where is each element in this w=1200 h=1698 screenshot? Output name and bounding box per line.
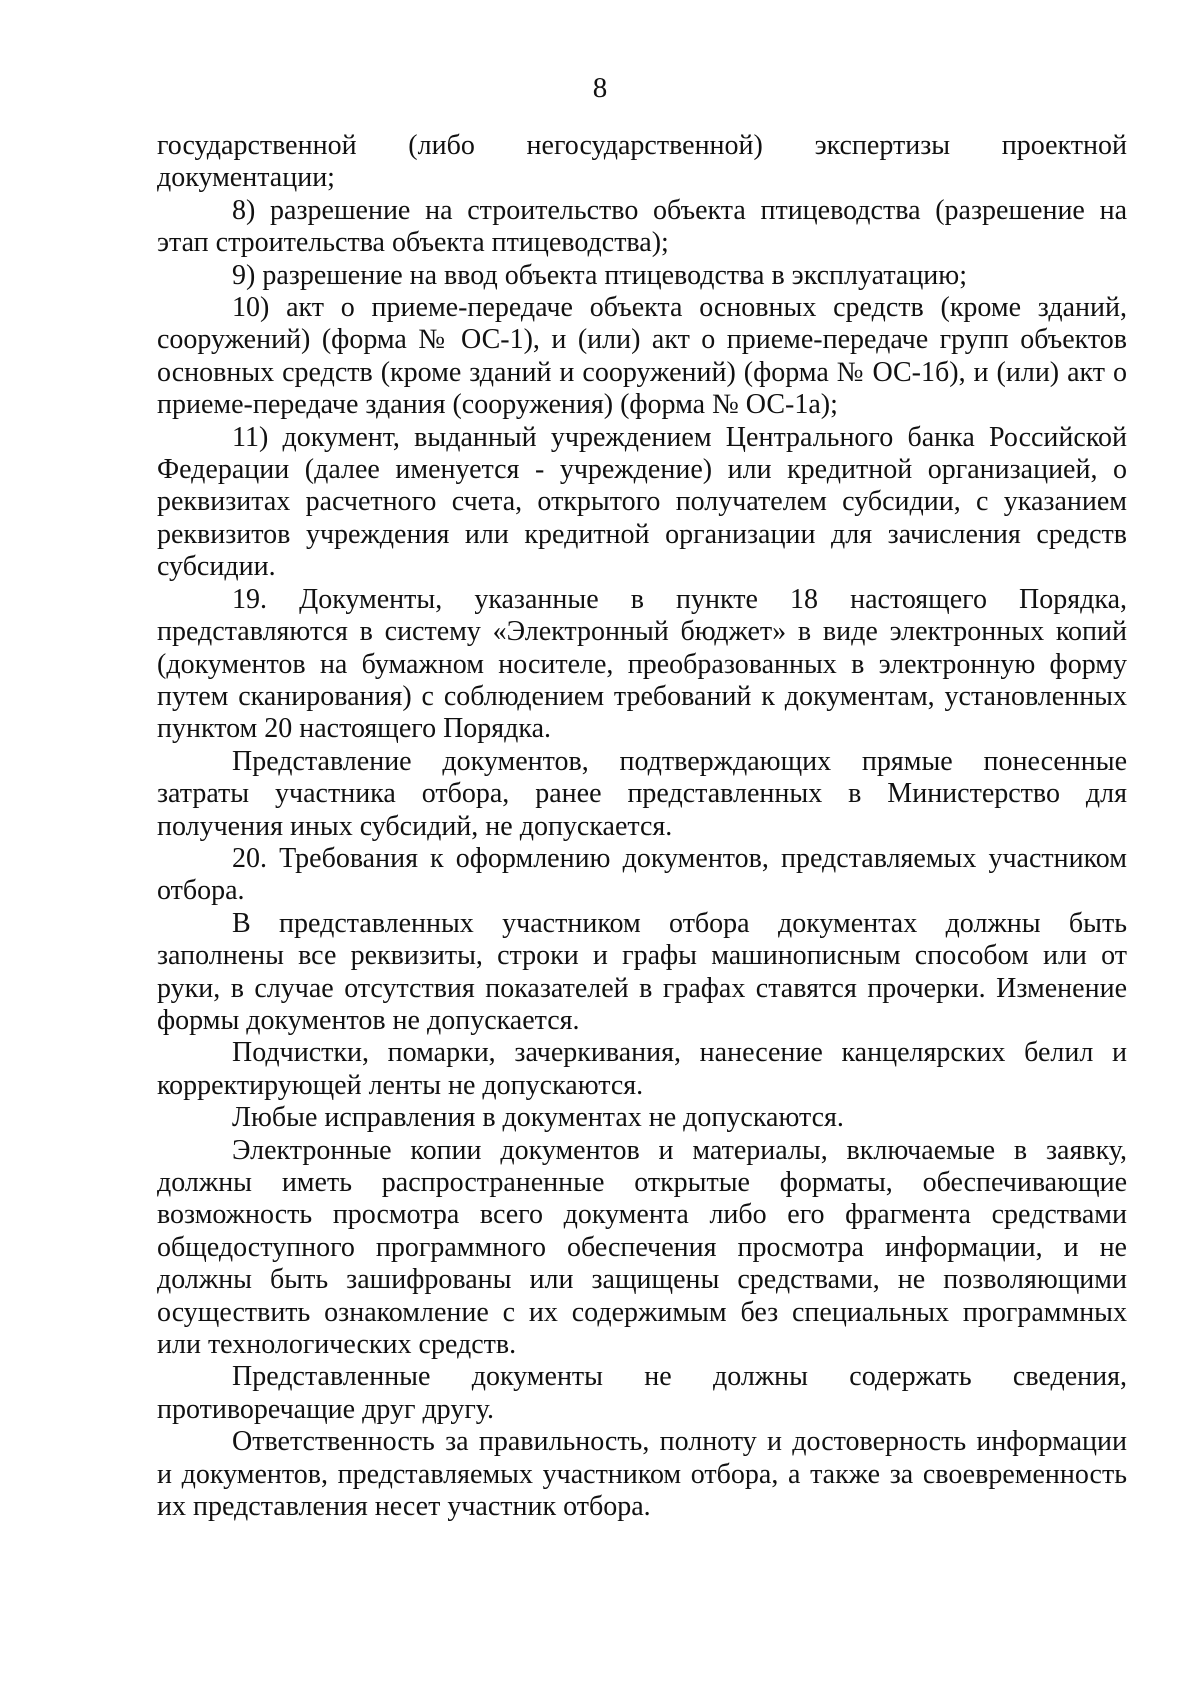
paragraph-prohibition-other-subsidies: Представление документов, подтверждающих прямые понесенные затраты участника отбора, ранее представленных в Министерство для получения иных субсидий, не допускается. [157, 745, 1127, 842]
paragraph-item-9: 9) разрешение на ввод объекта птицеводства в эксплуатацию; [232, 259, 967, 291]
paragraph-responsibility: Ответственность за правильность, полноту и достоверность информации и документов, представляемых участником отбора, а также за своевременность их представления несет участник отбора. [157, 1426, 1127, 1523]
paragraph-no-erasures: Подчистки, помарки, зачеркивания, нанесение канцелярских белил и корректирующей ленты не допускаются. [157, 1037, 1127, 1101]
paragraph-continuation: государственной (либо негосударственной) экспертизы проектной документации; [157, 130, 1127, 194]
paragraph-no-contradictions: Представленные документы не должны содержать сведения, противоречащие друг другу. [157, 1361, 1127, 1425]
paragraph-item-8: 8) разрешение на строительство объекта птицеводства (разрешение на этап строительства объекта птицеводства); [157, 194, 1127, 259]
paragraph-section-20: 20. Требования к оформлению документов, представляемых участником отбора. [157, 842, 1127, 907]
paragraph-electronic-formats: Электронные копии документов и материалы, включаемые в заявку, должны иметь распространенные открытые форматы, обеспечивающие возможность просмотра всего документа либо его фрагмента средствами общедоступного программного обеспечения просмотра информации, и не должны быть зашифрованы или защищены средствами, не позволяющими осуществить ознакомление с их содержимым без специальных программных или технологических средств. [157, 1134, 1127, 1361]
document-body [157, 130, 1127, 1523]
paragraph-item-11: 11) документ, выданный учреждением Центрального банка Российской Федерации (далее именуется - учреждение) или кредитной организацией, о реквизитах расчетного счета, открытого получателем субсидии, с указанием реквизитов учреждения или кредитной организации для зачисления средств субсидии. [157, 421, 1127, 583]
paragraph-filling-requirements: В представленных участником отбора документах должны быть заполнены все реквизиты, строки и графы машинописным способом или от руки, в случае отсутствия показателей в графах ставятся прочерки. Изменение формы документов не допускается. [157, 907, 1127, 1036]
paragraph-section-19: 19. Документы, указанные в пункте 18 настоящего Порядка, представляются в систему «Электронный бюджет» в виде электронных копий (документов на бумажном носителе, преобразованных в электронную форму путем сканирования) с соблюдением требований к документам, установленных пунктом 20 настоящего Порядка. [157, 583, 1127, 745]
paragraph-item-10: 10) акт о приеме-передаче объекта основных средств (кроме зданий, сооружений) (форма № ОС-1), и (или) акт о приеме-передаче групп объектов основных средств (кроме зданий и сооружений) (форма № ОС-1б), и (или) акт о приеме-передаче здания (сооружения) (форма № ОС-1а); [157, 292, 1127, 421]
page-number: 8 [592, 72, 608, 104]
paragraph-no-corrections: Любые исправления в документах не допускаются. [232, 1102, 844, 1134]
